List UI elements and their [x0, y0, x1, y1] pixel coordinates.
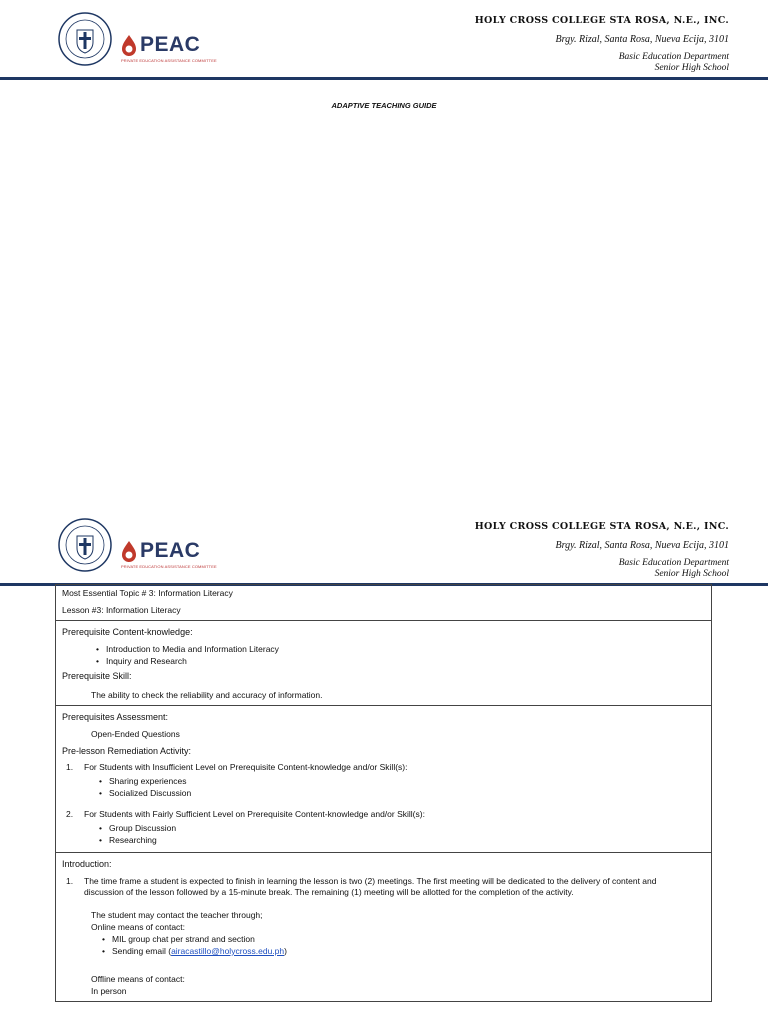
page-header-2 [0, 506, 768, 586]
prereq-content-list [106, 643, 705, 667]
peac-logo [121, 540, 221, 572]
school-seal-icon [58, 12, 112, 66]
assessment: Open-Ended Questions [91, 729, 180, 739]
prereq-skill-label: Prerequisite Skill: [62, 671, 132, 681]
list-item: • Group Discussion [109, 822, 705, 834]
remediation-1-list [109, 775, 705, 799]
peac-subtitle: PRIVATE EDUCATION ASSISTANCE COMMITTEE [121, 564, 217, 569]
intro-1-line-2: discussion of the lesson followed by a 15-minute break. The remaining (1) meeting will be allotted for the completion of the activity. [84, 887, 574, 897]
list-item: • Researching [109, 834, 705, 846]
contact-intro: The student may contact the teacher through; [91, 910, 263, 920]
list-item: • Inquiry and Research [106, 655, 705, 667]
prerequisite-section [56, 621, 711, 706]
remediation-2 [62, 809, 705, 820]
remediation-1 [62, 762, 705, 773]
department-block [619, 558, 729, 580]
page-header [0, 0, 768, 80]
remediation-1-text: For Students with Insufficient Level on Prerequisite Content-knowledge and/or Skill(s): [84, 762, 408, 772]
remediation-2-list [109, 822, 705, 846]
department-block [619, 52, 729, 74]
peac-subtitle: PRIVATE EDUCATION ASSISTANCE COMMITTEE [121, 58, 217, 63]
intro-label: Introduction: [62, 859, 112, 869]
intro-1 [62, 876, 705, 898]
school-address: Brgy. Rizal, Santa Rosa, Nueva Ecija, 3101 [555, 34, 729, 45]
offline-item: In person [91, 986, 127, 996]
peac-flame-icon [121, 34, 137, 56]
remediation-label: Pre-lesson Remediation Activity: [62, 746, 192, 756]
school-name: HOLY CROSS COLLEGE STA ROSA, N.E., INC. [474, 15, 729, 26]
level: Senior High School [654, 63, 729, 73]
department: Basic Education Department [618, 52, 729, 62]
prereq-skill: The ability to check the reliability and accuracy of information. [91, 690, 323, 700]
lesson: Lesson #3: Information Literacy [62, 605, 181, 615]
assessment-section [56, 706, 711, 853]
peac-wordmark: PEAC [140, 33, 201, 56]
peac-wordmark: PEAC [140, 539, 201, 562]
list-number: 2. [66, 809, 74, 819]
list-item: • Sharing experiences [109, 775, 705, 787]
topic: Most Essential Topic # 3: Information Literacy [62, 588, 233, 598]
teacher-email-link[interactable]: airacastillo@holycross.edu.ph [171, 946, 285, 956]
header-rule [0, 77, 768, 80]
list-item: • Socialized Discussion [109, 787, 705, 799]
online-contact-list [112, 933, 705, 957]
assessment-label: Prerequisites Assessment: [62, 712, 169, 722]
list-number: 1. [66, 876, 74, 886]
remediation-2-text: For Students with Fairly Sufficient Level on Prerequisite Content-knowledge and/or Skill(s): [84, 809, 425, 819]
school-seal-icon [58, 518, 112, 572]
level: Senior High School [654, 569, 729, 579]
school-name: HOLY CROSS COLLEGE STA ROSA, N.E., INC. [474, 521, 729, 532]
offline-label: Offline means of contact: [91, 974, 185, 984]
department: Basic Education Department [618, 558, 729, 568]
peac-logo [121, 34, 221, 66]
guide-title: ADAPTIVE TEACHING GUIDE [331, 101, 437, 110]
email-prefix: Sending email ( [112, 946, 172, 956]
introduction-section [56, 853, 711, 1001]
list-item: • MIL group chat per strand and section [112, 933, 705, 945]
intro-1-line-1: The time frame a student is expected to finish in learning the lesson is two (2) meetings. The first meeting will be dedicated to the delivery of content and [84, 876, 657, 886]
list-item [112, 945, 705, 957]
adaptive-guide-table [55, 584, 712, 1002]
online-label: Online means of contact: [91, 922, 186, 932]
list-item: • Introduction to Media and Information Literacy [106, 643, 705, 655]
list-number: 1. [66, 762, 74, 772]
school-address: Brgy. Rizal, Santa Rosa, Nueva Ecija, 3101 [555, 540, 729, 551]
topic-section [56, 585, 711, 621]
email-suffix: ) [284, 946, 287, 956]
prereq-content-label: Prerequisite Content-knowledge: [62, 627, 193, 637]
peac-flame-icon [121, 540, 137, 562]
